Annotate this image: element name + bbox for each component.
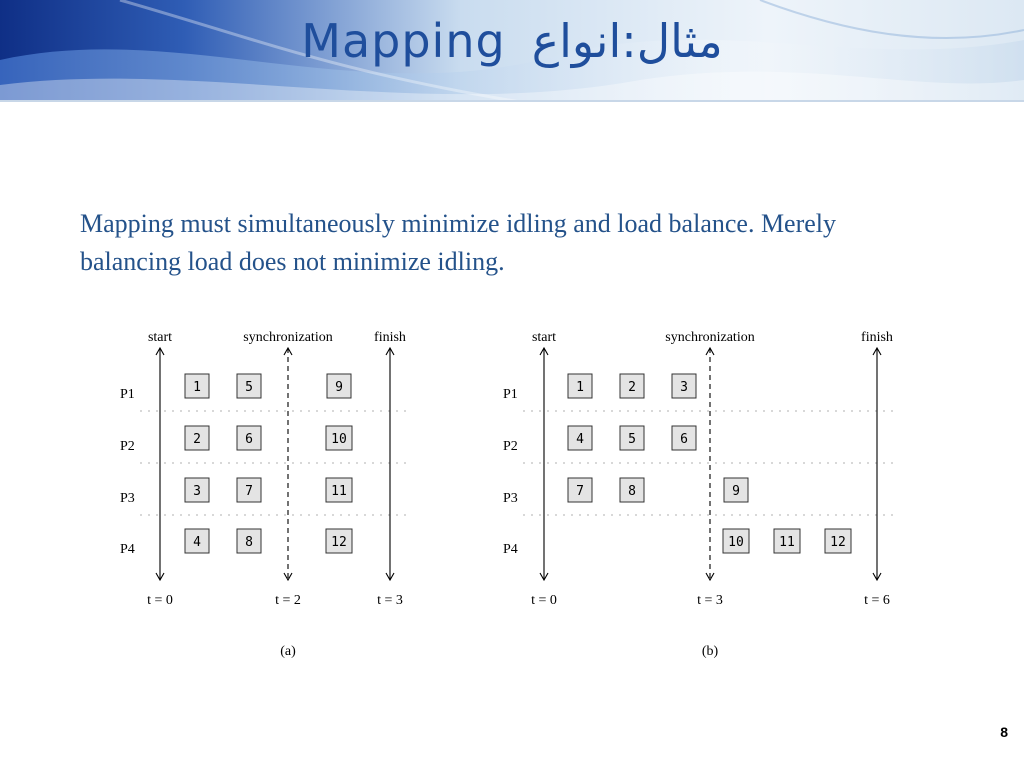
task-number: 5: [245, 380, 253, 395]
task-number: 8: [628, 484, 636, 499]
task-1: [185, 374, 209, 398]
task-11: [326, 478, 352, 502]
process-label-p4: P4: [503, 542, 518, 557]
process-label-p2: P2: [120, 439, 135, 454]
task-number: 10: [728, 535, 744, 550]
task-number: 2: [628, 380, 636, 395]
title-latin: Mapping: [301, 14, 506, 68]
task-number: 9: [732, 484, 740, 499]
task-number: 7: [576, 484, 584, 499]
process-label-p1: P1: [503, 387, 518, 402]
finish-label: finish: [861, 330, 893, 345]
task-number: 11: [331, 484, 347, 499]
task-number: 8: [245, 535, 253, 550]
time-label: t = 0: [147, 593, 173, 608]
figure-caption: (a): [280, 644, 296, 659]
task-11: [774, 529, 800, 553]
figure-b: [503, 330, 896, 659]
title-arabic: مثال:انواع: [531, 14, 723, 68]
task-12: [326, 529, 352, 553]
task-number: 1: [576, 380, 584, 395]
task-number: 4: [576, 432, 584, 447]
task-2: [620, 374, 644, 398]
time-label: t = 2: [275, 593, 301, 608]
task-number: 1: [193, 380, 201, 395]
task-5: [237, 374, 261, 398]
process-label-p3: P3: [503, 491, 518, 506]
time-label: t = 0: [531, 593, 557, 608]
task-12: [825, 529, 851, 553]
process-label-p4: P4: [120, 542, 135, 557]
start-label: start: [147, 330, 173, 345]
task-7: [568, 478, 592, 502]
figure-a: [120, 330, 408, 659]
process-label-p2: P2: [503, 439, 518, 454]
task-number: 7: [245, 484, 253, 499]
task-number: 5: [628, 432, 636, 447]
task-8: [237, 529, 261, 553]
task-number: 12: [830, 535, 846, 550]
figure-caption: (b): [701, 644, 719, 659]
task-2: [185, 426, 209, 450]
task-7: [237, 478, 261, 502]
task-8: [620, 478, 644, 502]
task-number: 11: [779, 535, 795, 550]
task-6: [237, 426, 261, 450]
task-number: 3: [193, 484, 201, 499]
time-label: t = 3: [377, 593, 403, 608]
task-number: 2: [193, 432, 201, 447]
task-5: [620, 426, 644, 450]
time-label: t = 6: [864, 593, 890, 608]
process-label-p3: P3: [120, 491, 135, 506]
task-number: 12: [331, 535, 347, 550]
task-number: 6: [245, 432, 253, 447]
task-6: [672, 426, 696, 450]
task-number: 4: [193, 535, 201, 550]
task-number: 9: [335, 380, 343, 395]
finish-label: finish: [374, 330, 406, 345]
task-1: [568, 374, 592, 398]
time-label: t = 3: [697, 593, 723, 608]
synchronization-label: synchronization: [665, 330, 755, 345]
task-number: 3: [680, 380, 688, 395]
task-4: [185, 529, 209, 553]
page-number: 8: [1000, 724, 1008, 740]
synchronization-label: synchronization: [243, 330, 333, 345]
process-label-p1: P1: [120, 387, 135, 402]
task-number: 10: [331, 432, 347, 447]
task-9: [327, 374, 351, 398]
slide-body-text: Mapping must simultaneously minimize idling and load balance. Merely balancing load does not minimize idling.: [80, 209, 837, 276]
task-number: 6: [680, 432, 688, 447]
task-10: [326, 426, 352, 450]
task-3: [672, 374, 696, 398]
task-10: [723, 529, 749, 553]
task-3: [185, 478, 209, 502]
start-label: start: [531, 330, 557, 345]
task-4: [568, 426, 592, 450]
task-9: [724, 478, 748, 502]
